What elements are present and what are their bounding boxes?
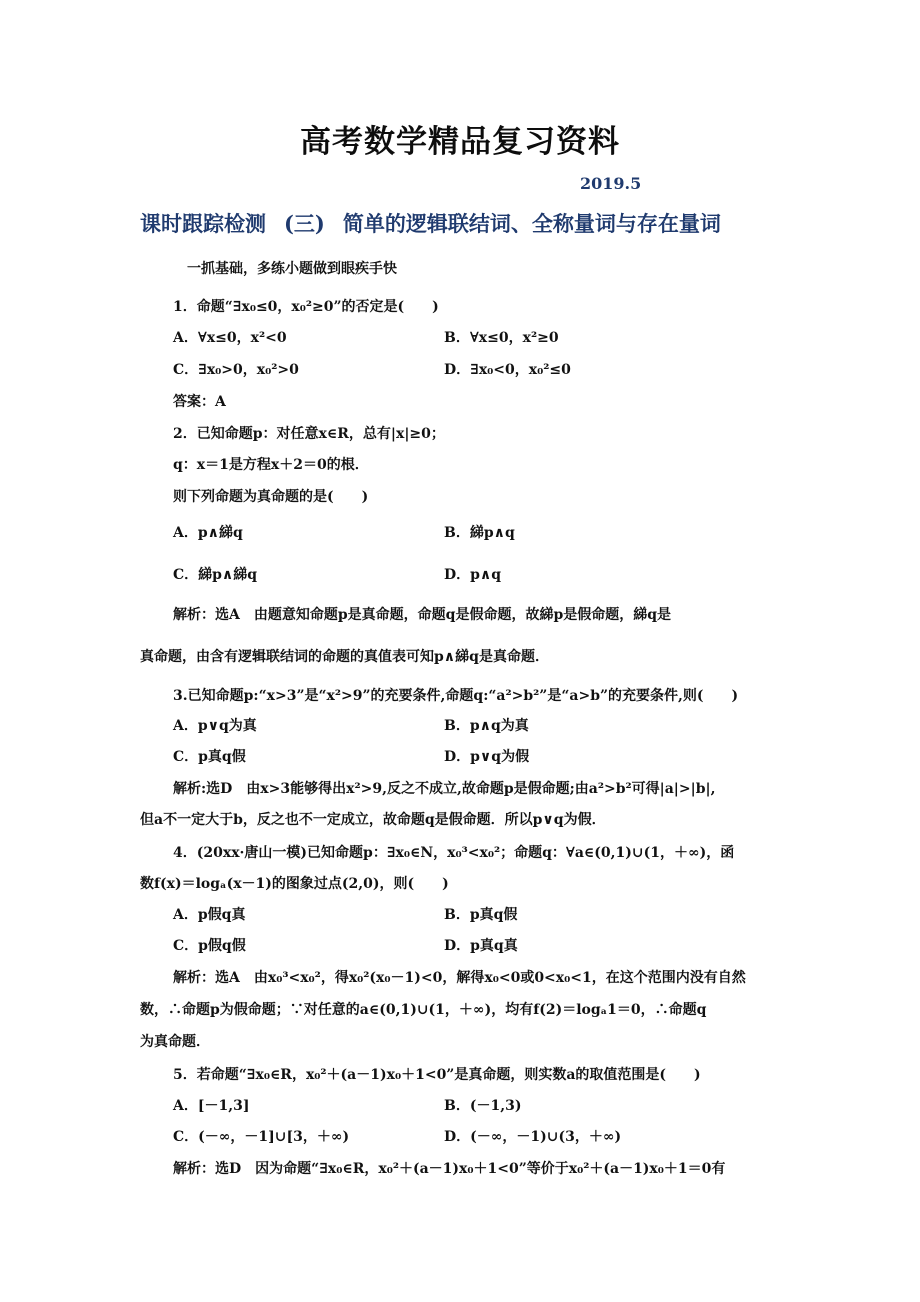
q2-solution-line2: 真命题，由含有逻辑联结词的命题的真值表可知p∧綈q是真命题．: [140, 649, 549, 665]
q2-solution-line1: 解析：选A 由题意知命题p是真命题，命题q是假命题，故綈p是假命题，綈q是: [173, 607, 672, 623]
q5-stem: 5．若命题“∃x₀∈R，x₀²＋(a－1)x₀＋1<0”是真命题，则实数a的取值范围是( ): [173, 1067, 701, 1083]
q4-option-b: B．p真q假: [444, 907, 518, 923]
q2-stem-line2: q：x＝1是方程x＋2＝0的根．: [173, 457, 369, 473]
q1-option-c: C．∃x₀>0，x₀²>0: [173, 362, 299, 378]
q5-option-a: A．[－1,3]: [173, 1098, 250, 1114]
lesson-prefix: 课时跟踪检测: [140, 211, 266, 236]
q4-option-a: A．p假q真: [173, 907, 246, 923]
q1-option-d: D．∃x₀<0，x₀²≤0: [444, 362, 571, 378]
q5-solution-line1: 解析：选D 因为命题“∃x₀∈R，x₀²＋(a－1)x₀＋1<0”等价于x₀²＋(a－1)x₀＋1＝0有: [173, 1161, 726, 1177]
lesson-title: [140, 208, 800, 238]
q3-solution-line1: 解析:选D 由x>3能够得出x²>9,反之不成立,故命题p是假命题;由a²>b²可得|a|>|b|,: [173, 781, 716, 797]
q2-option-a: A．p∧綈q: [173, 525, 243, 541]
doc-date: 2019.5: [580, 174, 642, 193]
q3-option-c: C．p真q假: [173, 749, 246, 765]
section-heading: 一抓基础，多练小题做到眼疾手快: [187, 261, 397, 277]
q4-option-d: D．p真q真: [444, 938, 518, 954]
q3-option-d: D．p∨q为假: [444, 749, 530, 765]
q3-solution-line2: 但a不一定大于b，反之也不一定成立，故命题q是假命题．所以p∨q为假．: [140, 812, 606, 828]
lesson-topic: 简单的逻辑联结词、全称量词与存在量词: [342, 211, 721, 236]
q3-option-b: B．p∧q为真: [444, 718, 529, 734]
q1-stem: 1．命题“∃x₀≤0，x₀²≥0”的否定是( ): [173, 299, 439, 315]
q3-stem: 3.已知命题p:“x>3”是“x²>9”的充要条件,命题q:“a²>b²”是“a>b”的充要条件,则( ): [173, 688, 739, 704]
q2-stem-line3: 则下列命题为真命题的是( ): [173, 489, 369, 505]
q5-option-b: B．(－1,3): [444, 1098, 522, 1114]
lesson-number: (三): [284, 211, 325, 236]
q5-option-d: D．(－∞，－1)∪(3，＋∞): [444, 1129, 622, 1145]
q3-option-a: A．p∨q为真: [173, 718, 257, 734]
q4-stem-line2: 数f(x)＝logₐ(x－1)的图象过点(2,0)，则( ): [140, 876, 449, 892]
q4-solution-line3: 为真命题．: [140, 1034, 210, 1050]
q1-option-b: B．∀x≤0，x²≥0: [444, 330, 559, 346]
q4-solution-line2: 数，∴命题p为假命题；∵对任意的a∈(0,1)∪(1，＋∞)，均有f(2)＝logₐ1＝0，∴命题q: [140, 1002, 707, 1018]
q1-answer: 答案：A: [173, 394, 226, 410]
q2-option-c: C．綈p∧綈q: [173, 567, 258, 583]
q2-option-b: B．綈p∧q: [444, 525, 515, 541]
q4-stem-line1: 4．(20xx·唐山一模)已知命题p：∃x₀∈N，x₀³<x₀²；命题q：∀a∈(0,1)∪(1，＋∞)，函: [173, 845, 735, 861]
q2-stem-line1: 2．已知命题p：对任意x∈R，总有|x|≥0；: [173, 426, 445, 442]
q4-solution-line1: 解析：选A 由x₀³<x₀²，得x₀²(x₀－1)<0，解得x₀<0或0<x₀<1，在这个范围内没有自然: [173, 970, 746, 986]
q4-option-c: C．p假q假: [173, 938, 246, 954]
q2-option-d: D．p∧q: [444, 567, 502, 583]
q5-option-c: C．(－∞，－1]∪[3，＋∞): [173, 1129, 350, 1145]
q1-option-a: A．∀x≤0，x²<0: [173, 330, 287, 346]
doc-title: 高考数学精品复习资料: [300, 124, 620, 160]
